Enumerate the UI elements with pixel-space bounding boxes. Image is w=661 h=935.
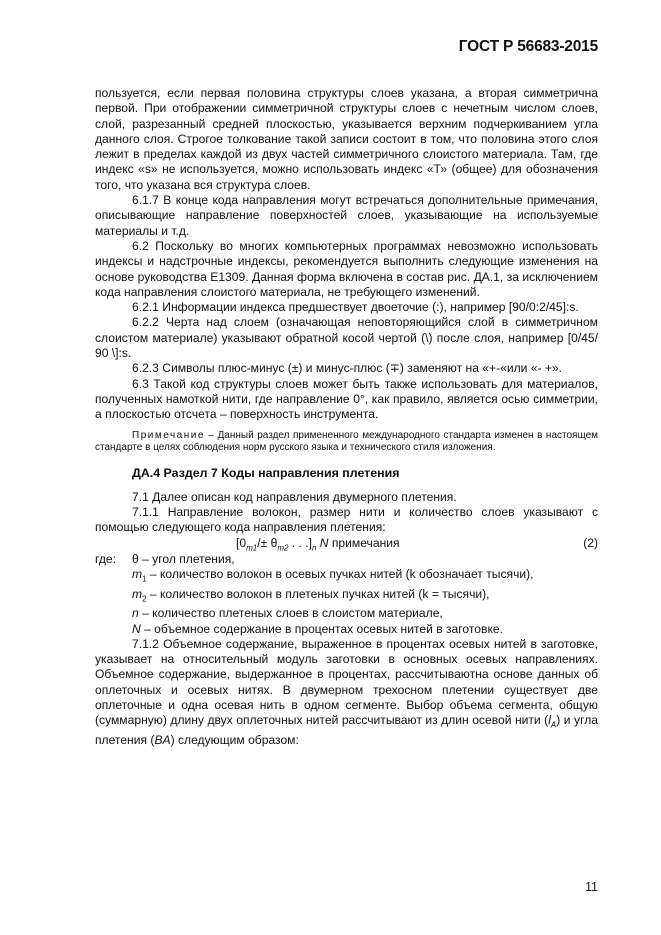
definition-n: n – количество плетеных слоев в слоистом материале, <box>132 606 443 621</box>
definition-theta: θ – угол плетения, <box>132 551 235 566</box>
definition-m1: $m_1$ – количество волокон в осевых пучках нитей (k обозначает тысячи), <box>132 566 534 584</box>
paragraph-6-2-3: 6.2.3 Символы плюс-минус (±) и минус-плюс (∓) заменяют на «+-«или «- +». <box>132 361 563 376</box>
definition-N: N – объемное содержание в процентах осевых нитей в заготовке. <box>132 621 503 636</box>
note-label: Примечание <box>132 429 205 441</box>
where-label: где: <box>95 551 117 566</box>
braid-code-formula: [$0_{m1}/\pm \theta_{m2}$ . . $.]_n$ N примечания <box>236 535 400 552</box>
paragraph-continuation: пользуется, если первая половина структуры слоев указана, а вторая симметрична первой. При отображении симметричной структуры слоев с нечетным числом слоев, слой, разрезанный средней плоскостью, указывается верхним подчеркиванием угла данного слоя. Строгое толкование такой записи состоит в том, что половина этого слоя лежит в пределах каждой из двух частей симметричного слоистого материала. Там, где индекс «s» не используется, можно использовать индекс «Т» (общее) для обозначения того, что указана вся структура слоев. <box>95 86 598 192</box>
note-block <box>95 430 598 455</box>
paragraph-6-1-7: 6.1.7 В конце кода направления могут встречаться дополнительные примечания, описывающие направление поверхностей слоев, указывающие на используемые материалы и т.д. <box>95 193 598 238</box>
paragraph-7-1-1: 7.1.1 Направление волокон, размер нити и количество слоев указывают с помощью следующего кода направления плетения: <box>95 504 598 535</box>
definitions-list <box>132 552 235 567</box>
definition-m2: $m_2$ – количество волокон в плетеных пучках нитей (k = тысячи), <box>132 586 490 603</box>
paragraph-6-3: 6.3 Такой код структуры слоев может быть также использовать для материалов, полученных намоткой нити, где направление 0°, как правило, является осью симметрии, а плоскостью отсчета – поверхность инструмента. <box>95 376 598 422</box>
note-text: – Данный раздел примененного международного стандарта изменен в настоящем стандарте в целях соблюдения норм русского языка и технического стиля изложения. <box>95 429 598 453</box>
section-title: ДА.4 Раздел 7 Коды направления плетения <box>132 466 400 481</box>
paragraph-6-2-2: 6.2.2 Черта над слоем (означающая неповторяющийся слой в симметричном слоистом материале) указывают обратной косой чертой (\) после слоя, например [0/45/ 90 \]:s. <box>95 315 598 361</box>
page-body <box>95 86 598 748</box>
document-header: ГОСТ Р 56683-2015 <box>458 38 598 55</box>
paragraph-6-2-1: 6.2.1 Информации индекса предшествует двоеточие (:), например [90/0:2/45]:s. <box>132 300 579 315</box>
paragraph-6-2: 6.2 Поскольку во многих компьютерных программах невозможно использовать индексы и надстрочные индексы, рекомендуется выполнить следующие изменения на основе руководства Е1309. Данная форма включена в состав рис. ДА.1, за исключением кода направления слоистого материала, не требующего изменений. <box>95 238 598 299</box>
formula-number: (2) <box>583 535 598 550</box>
paragraph-7-1-2: 7.1.2 Объемное содержание, выраженное в процентах осевых нитей в заготовке, указывает на относительный модуль заготовки в основных осевых направлениях. Объемное содержание, выдержанное в процентах, рассчитываютна основе данных об оплеточных и осевых нитях. В двумерном трехосном плетении существует две оплеточные и одна осевая нить в одном сегменте. Выбор объема сегмента, общую (суммарную) длину двух оплеточных нитей рассчитывают из длин осевой нити $(l_A)$ и угла плетения (BA) следующим образом: <box>95 636 598 748</box>
paragraph-7-1: 7.1 Далее описан код направления двумерного плетения. <box>132 489 457 504</box>
formula-line <box>95 536 598 552</box>
page-number: 11 <box>585 880 598 894</box>
